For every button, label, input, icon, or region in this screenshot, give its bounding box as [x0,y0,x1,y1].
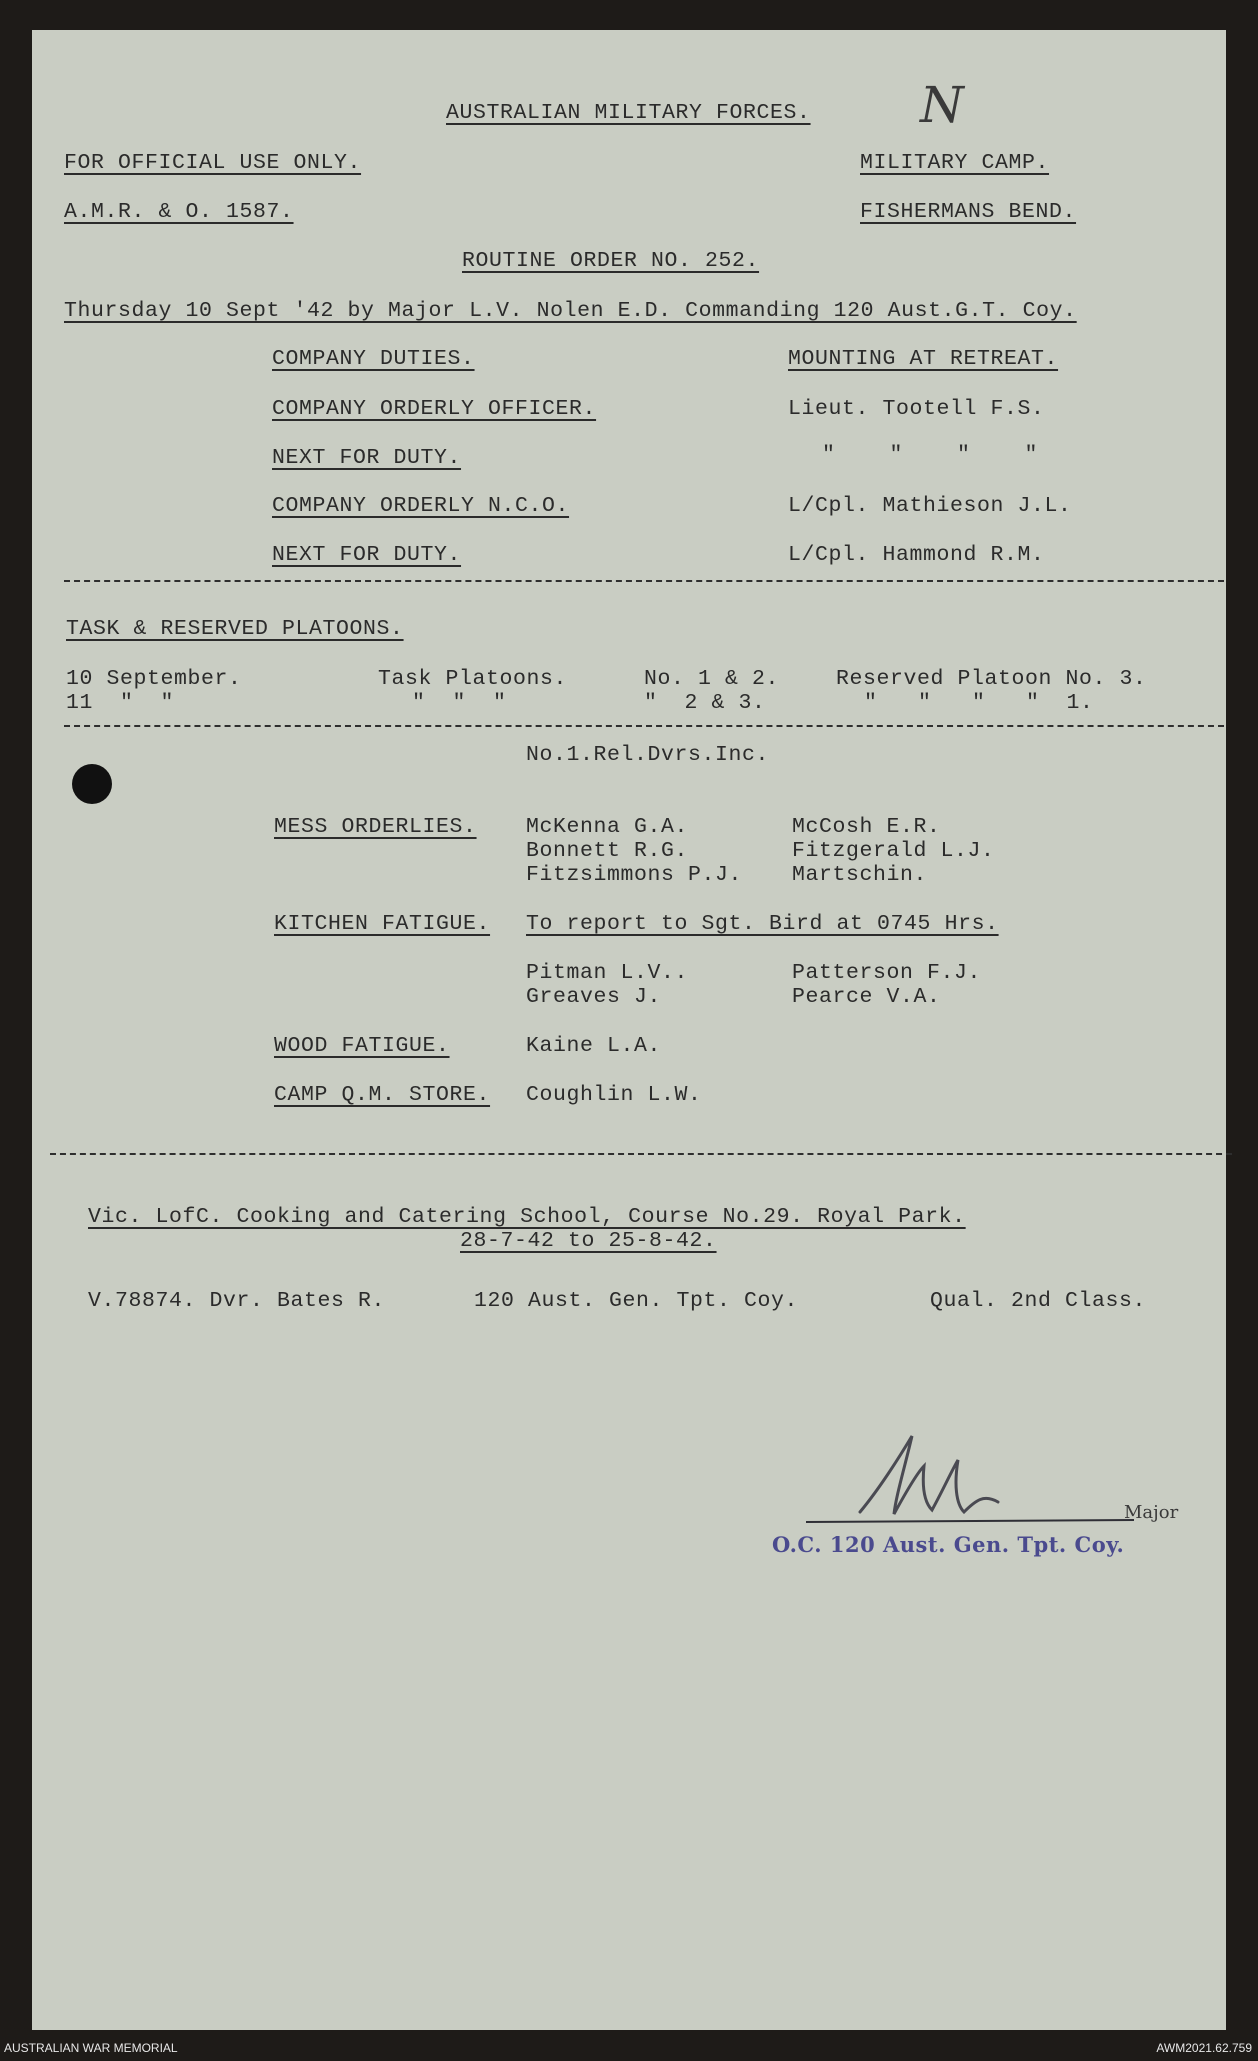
location-line2: FISHERMANS BEND. [860,200,1077,224]
handwritten-annotation: N [920,76,964,134]
officer-stamp: O.C. 120 Aust. Gen. Tpt. Coy. [772,1532,1125,1557]
mess-orderly: McCosh E.R. [792,815,941,839]
mounting-heading: MOUNTING AT RETREAT. [788,347,1059,371]
mess-orderlies-label: MESS ORDERLIES. [274,815,477,839]
duties-heading: COMPANY DUTIES. [272,347,475,371]
platoon-reserved: Reserved Platoon No. 3. [836,667,1147,691]
kitchen-member: Greaves J. [526,985,662,1009]
unit-name: No.1.Rel.Dvrs.Inc. [526,743,770,767]
archive-credit: AUSTRALIAN WAR MEMORIAL [4,2041,178,2055]
course-dates: 28-7-42 to 25-8-42. [460,1229,717,1253]
mess-orderly: McKenna G.A. [526,815,689,839]
kitchen-member: Patterson F.J. [792,961,982,985]
platoon-task: Task Platoons. [378,667,568,691]
wood-fatigue-value: Kaine L.A. [526,1034,662,1058]
duty-value: " " " " [822,443,1039,467]
platoons-heading: TASK & RESERVED PLATOONS. [66,617,404,641]
mess-orderly: Fitzsimmons P.J. [526,863,743,887]
kitchen-member: Pearce V.A. [792,985,941,1009]
duty-value: L/Cpl. Hammond R.M. [788,543,1045,567]
duty-label: COMPANY ORDERLY N.C.O. [272,494,570,518]
duty-label: NEXT FOR DUTY. [272,446,462,470]
platoon-date: 11 " " [66,691,175,715]
punch-hole [72,764,112,804]
duty-value: Lieut. Tootell F.S. [788,397,1045,421]
kitchen-fatigue-label: KITCHEN FATIGUE. [274,912,491,936]
location-line1: MILITARY CAMP. [860,151,1050,175]
course-entry-result: Qual. 2nd Class. [930,1289,1147,1313]
divider [64,725,1224,727]
kitchen-member: Pitman L.V.. [526,961,689,985]
qm-store-value: Coughlin L.W. [526,1083,702,1107]
reference-number: A.M.R. & O. 1587. [64,200,294,224]
archive-reference: AWM2021.62.759 [1156,2041,1252,2055]
platoon-numbers: " 2 & 3. [644,691,766,715]
duty-label: NEXT FOR DUTY. [272,543,462,567]
duty-value: L/Cpl. Mathieson J.L. [788,494,1072,518]
qm-store-label: CAMP Q.M. STORE. [274,1083,491,1107]
duty-label: COMPANY ORDERLY OFFICER. [272,397,597,421]
divider [64,580,1224,582]
platoon-task: " " " [412,691,507,715]
course-entry-unit: 120 Aust. Gen. Tpt. Coy. [474,1289,799,1313]
mess-orderly: Fitzgerald L.J. [792,839,995,863]
kitchen-note: To report to Sgt. Bird at 0745 Hrs. [526,912,999,936]
platoon-date: 10 September. [66,667,242,691]
signature-mark [772,1430,1172,1540]
wood-fatigue-label: WOOD FATIGUE. [274,1034,450,1058]
divider [50,1153,1232,1155]
course-title: Vic. LofC. Cooking and Catering School, Course No.29. Royal Park. [88,1205,966,1229]
mess-orderly: Bonnett R.G. [526,839,689,863]
signature-rank: Major [1124,1502,1179,1523]
platoon-reserved: " " " " 1. [864,691,1094,715]
document-page [32,30,1226,2030]
order-title: ROUTINE ORDER NO. 252. [462,249,760,273]
document-title: AUSTRALIAN MILITARY FORCES. [446,101,811,125]
course-entry-id: V.78874. Dvr. Bates R. [88,1289,386,1313]
platoon-numbers: No. 1 & 2. [644,667,780,691]
date-line: Thursday 10 Sept '42 by Major L.V. Nolen E.D. Commanding 120 Aust.G.T. Coy. [64,299,1077,323]
mess-orderly: Martschin. [792,863,928,887]
classification: FOR OFFICIAL USE ONLY. [64,151,362,175]
